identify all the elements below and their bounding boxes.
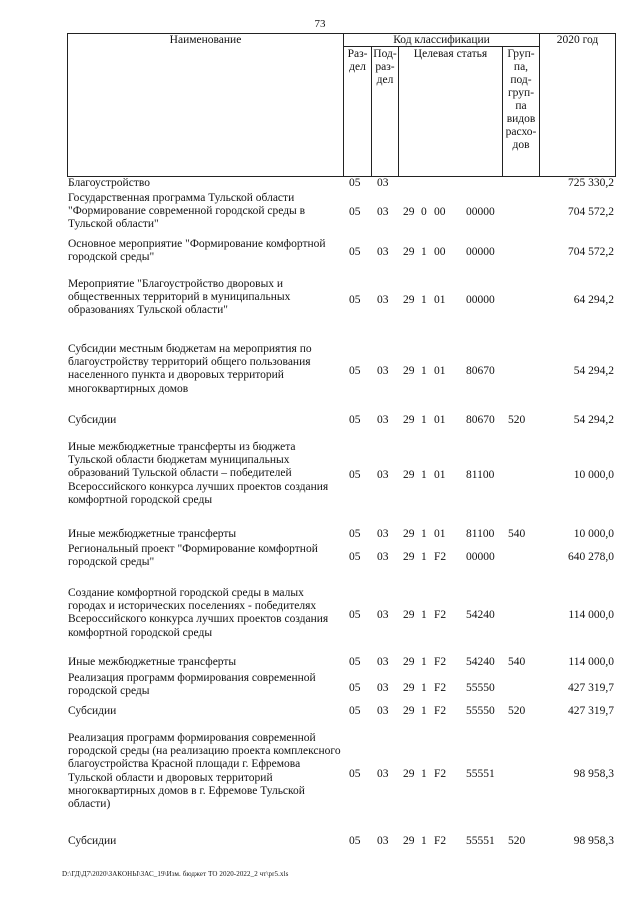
row-section: 05	[349, 206, 361, 218]
row-target-direction: 00000	[466, 246, 495, 258]
row-target-activity: F2	[434, 768, 447, 780]
row-name: Иные межбюджетные трансферты	[68, 528, 237, 540]
row-target-subprogram: 1	[421, 414, 427, 426]
row-target-direction: 81100	[466, 469, 495, 481]
file-path-footer: D:\ГД\Д7\2020\ЗАКОНЫ\ЗАС_19\Изм. бюджет ТО 2020-2022_2 чт\pr5.xls	[62, 870, 289, 878]
row-target-activity: F2	[434, 656, 447, 668]
row-amount: 114 000,0	[568, 656, 614, 668]
row-target-program: 29	[403, 294, 415, 306]
row-subsection: 03	[377, 551, 389, 563]
row-amount: 114 000,0	[568, 609, 614, 621]
header-section: Раз- дел	[347, 48, 368, 73]
row-amount: 640 278,0	[568, 551, 614, 563]
row-target-subprogram: 1	[421, 835, 427, 847]
row-target-subprogram: 0	[421, 206, 427, 218]
row-subsection: 03	[377, 705, 389, 717]
row-target-subprogram: 1	[421, 469, 427, 481]
row-amount: 427 319,7	[568, 705, 614, 717]
row-target-activity: 01	[434, 294, 446, 306]
row-target-program: 29	[403, 705, 415, 717]
row-section: 05	[349, 705, 361, 717]
row-target-direction: 55551	[466, 835, 495, 847]
row-section: 05	[349, 768, 361, 780]
row-target-subprogram: 1	[421, 551, 427, 563]
page-number: 73	[314, 18, 326, 30]
row-section: 05	[349, 414, 361, 426]
row-name: Субсидии	[68, 835, 117, 847]
row-amount: 54 294,2	[573, 414, 614, 426]
row-target-program: 29	[403, 206, 415, 218]
row-name: Субсидии местным бюджетам на мероприятия по благоустройству территорий общего пользования населенного пункта и дворовых территорий многоквартирных домов	[68, 343, 312, 395]
row-target-subprogram: 1	[421, 682, 427, 694]
row-section: 05	[349, 528, 361, 540]
row-name: Иные межбюджетные трансферты	[68, 656, 237, 668]
row-target-activity: F2	[434, 682, 447, 694]
row-name: Иные межбюджетные трансферты из бюджета Тульской области бюджетам муниципальных образований Тульской области – победителей Всероссийского конкурса лучших проектов создания комфортной городской среды	[68, 441, 329, 506]
row-target-activity: F2	[434, 551, 447, 563]
row-name: Реализация программ формирования современной городской среды (на реализацию проекта комплексного благоустройства Красной площади г. Ефремова Тульской области и дворовых территорий многоквартирных домов в г. Ефремове Тульской области)	[68, 732, 341, 811]
row-subsection: 03	[377, 206, 389, 218]
row-target-direction: 00000	[466, 294, 495, 306]
header-name: Наименование	[169, 34, 242, 46]
row-section: 05	[349, 469, 361, 481]
row-target-activity: 00	[434, 246, 446, 258]
row-amount: 704 572,2	[568, 246, 614, 258]
row-name: Субсидии	[68, 705, 117, 717]
row-section: 05	[349, 246, 361, 258]
header-right-border	[615, 33, 616, 177]
row-subsection: 03	[377, 365, 389, 377]
row-target-subprogram: 1	[421, 246, 427, 258]
row-target-direction: 54240	[466, 656, 495, 668]
row-amount: 704 572,2	[568, 206, 614, 218]
row-target-subprogram: 1	[421, 528, 427, 540]
row-expense-group: 540	[508, 656, 526, 668]
row-section: 05	[349, 835, 361, 847]
row-target-activity: 01	[434, 528, 446, 540]
row-target-subprogram: 1	[421, 656, 427, 668]
row-target-program: 29	[403, 682, 415, 694]
row-target-subprogram: 1	[421, 365, 427, 377]
row-target-program: 29	[403, 835, 415, 847]
row-target-program: 29	[403, 414, 415, 426]
header-group: Груп- па, под- груп- па видов расхо- дов	[505, 48, 537, 151]
row-name: Основное мероприятие "Формирование комфортной городской среды"	[68, 238, 326, 264]
row-subsection: 03	[377, 656, 389, 668]
row-target-subprogram: 1	[421, 705, 427, 717]
row-name: Создание комфортной городской среды в малых городах и исторических поселениях - победителях Всероссийского конкурса лучших проектов создания комфортной городской среды	[68, 587, 329, 639]
row-target-activity: 01	[434, 469, 446, 481]
row-expense-group: 520	[508, 705, 526, 717]
row-target-activity: F2	[434, 705, 447, 717]
row-section: 05	[349, 656, 361, 668]
row-section: 05	[349, 609, 361, 621]
row-subsection: 03	[377, 414, 389, 426]
row-target-program: 29	[403, 551, 415, 563]
row-name: Государственная программа Тульской области "Формирование современной городской среды в Тульской области"	[68, 192, 306, 231]
row-target-activity: F2	[434, 609, 447, 621]
row-amount: 10 000,0	[573, 528, 614, 540]
row-target-direction: 55551	[466, 768, 495, 780]
row-name: Субсидии	[68, 414, 117, 426]
row-amount: 54 294,2	[573, 365, 614, 377]
row-subsection: 03	[377, 294, 389, 306]
row-section: 05	[349, 365, 361, 377]
row-target-program: 29	[403, 528, 415, 540]
row-subsection: 03	[377, 246, 389, 258]
row-subsection: 03	[377, 682, 389, 694]
row-subsection: 03	[377, 768, 389, 780]
row-name: Реализация программ формирования современной городской среды	[68, 672, 316, 698]
row-target-activity: 01	[434, 414, 446, 426]
row-name: Региональный проект "Формирование комфортной городской среды"	[68, 543, 318, 569]
row-target-direction: 80670	[466, 414, 495, 426]
row-target-program: 29	[403, 365, 415, 377]
header-divider-group	[539, 33, 540, 177]
row-subsection: 03	[377, 609, 389, 621]
row-amount: 98 958,3	[573, 768, 614, 780]
row-amount: 427 319,7	[568, 682, 614, 694]
row-target-direction: 00000	[466, 551, 495, 563]
header-target: Целевая статья	[413, 48, 488, 60]
row-target-subprogram: 1	[421, 294, 427, 306]
row-section: 05	[349, 294, 361, 306]
row-target-program: 29	[403, 246, 415, 258]
row-subsection: 03	[377, 469, 389, 481]
row-target-direction: 55550	[466, 705, 495, 717]
row-section: 05	[349, 551, 361, 563]
row-target-direction: 55550	[466, 682, 495, 694]
row-target-direction: 81100	[466, 528, 495, 540]
row-amount: 725 330,2	[568, 177, 614, 189]
header-classification: Код классификации	[393, 34, 490, 46]
row-expense-group: 540	[508, 528, 526, 540]
row-target-direction: 80670	[466, 365, 495, 377]
header-divider-subsection	[398, 46, 399, 177]
row-target-direction: 00000	[466, 206, 495, 218]
row-name: Благоустройство	[68, 177, 150, 189]
row-section: 05	[349, 177, 361, 189]
row-amount: 10 000,0	[573, 469, 614, 481]
row-section: 05	[349, 682, 361, 694]
row-target-activity: F2	[434, 835, 447, 847]
row-target-subprogram: 1	[421, 609, 427, 621]
header-year: 2020 год	[556, 34, 599, 46]
row-target-program: 29	[403, 609, 415, 621]
row-target-program: 29	[403, 768, 415, 780]
row-name: Мероприятие "Благоустройство дворовых и общественных территорий в муниципальных образованиях Тульской области"	[68, 278, 291, 317]
row-target-activity: 00	[434, 206, 446, 218]
row-subsection: 03	[377, 177, 389, 189]
row-target-program: 29	[403, 469, 415, 481]
row-target-subprogram: 1	[421, 768, 427, 780]
row-amount: 64 294,2	[573, 294, 614, 306]
row-expense-group: 520	[508, 414, 526, 426]
header-subsection: Под- раз- дел	[373, 48, 397, 86]
row-expense-group: 520	[508, 835, 526, 847]
row-subsection: 03	[377, 835, 389, 847]
row-target-direction: 54240	[466, 609, 495, 621]
row-target-program: 29	[403, 656, 415, 668]
row-target-activity: 01	[434, 365, 446, 377]
row-subsection: 03	[377, 528, 389, 540]
header-left-border	[67, 33, 68, 177]
row-amount: 98 958,3	[573, 835, 614, 847]
